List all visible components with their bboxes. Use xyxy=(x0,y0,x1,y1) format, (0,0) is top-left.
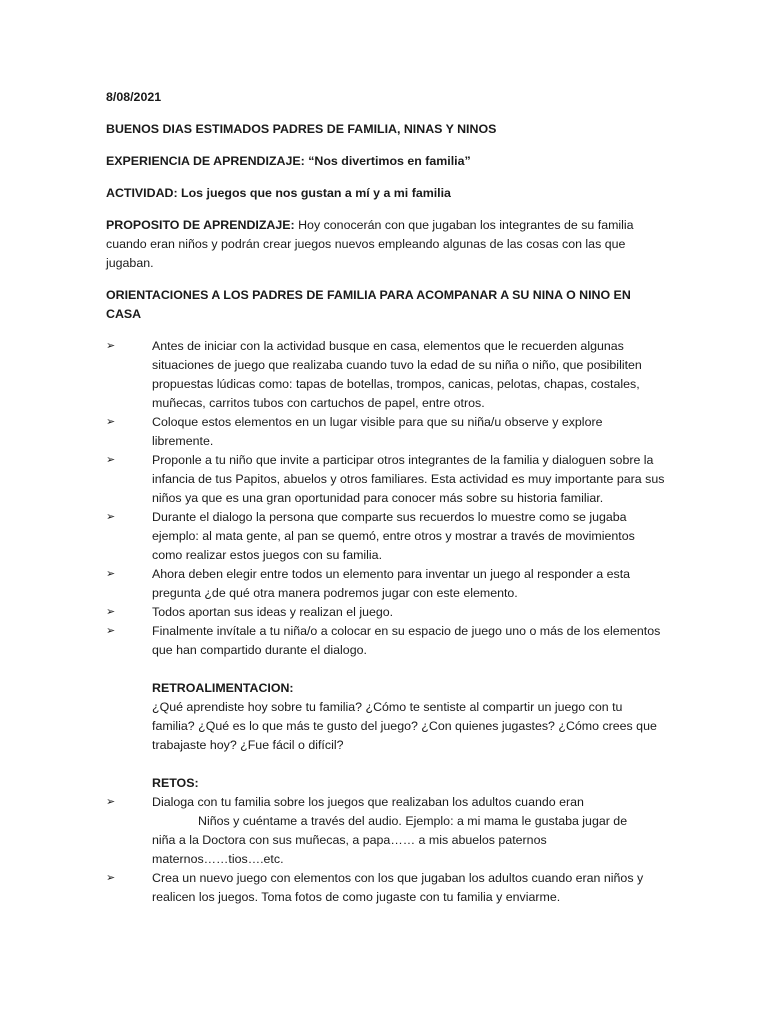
actividad xyxy=(106,184,666,203)
experiencia-label: EXPERIENCIA DE APRENDIZAJE: xyxy=(106,154,305,168)
arrow-bullet-icon: ➢ xyxy=(106,416,116,428)
actividad-value: Los juegos que nos gustan a mí y a mi familia xyxy=(181,186,451,200)
arrow-bullet-icon: ➢ xyxy=(106,340,116,352)
document-page xyxy=(106,88,666,907)
list-item: ➢ Coloque estos elementos en un lugar visible para que su niña/u observe y explore libremente. xyxy=(106,415,603,448)
greeting: BUENOS DIAS ESTIMADOS PADRES DE FAMILIA, NINAS Y NINOS xyxy=(106,122,497,136)
retroalimentacion-section xyxy=(106,679,666,755)
list-item: ➢ Crea un nuevo juego con elementos con los que jugaban los adultos cuando eran niños y realicen los juegos. Toma fotos de como jugaste con tu familia y enviarme. xyxy=(106,871,644,904)
proposito xyxy=(106,216,666,273)
actividad-label: ACTIVIDAD: xyxy=(106,186,178,200)
date: 8/08/2021 xyxy=(106,90,162,104)
arrow-bullet-icon: ➢ xyxy=(106,511,116,523)
list-item: ➢ Ahora deben elegir entre todos un elemento para inventar un juego al responder a esta pregunta ¿de qué otra manera podremos jugar con este elemento. xyxy=(106,567,631,600)
proposito-value: Hoy conocerán con que jugaban los integrantes de su familia cuando eran niños y podrán crear juegos nuevos empleando algunas de las cosas con las que jugaban. xyxy=(106,218,634,270)
experiencia-value: “Nos divertimos en familia” xyxy=(308,154,471,168)
list-item: ➢ Proponle a tu niño que invite a participar otros integrantes de la familia y dialoguen sobre la infancia de tus Papitos, abuelos y otros familiares. Esta actividad es muy importante para sus niños ya que es una gran oportunidad para conocer más sobre su historia familiar. xyxy=(106,453,665,505)
arrow-bullet-icon: ➢ xyxy=(106,454,116,466)
list-item: ➢ Todos aportan sus ideas y realizan el juego. xyxy=(106,603,666,622)
orientaciones-list xyxy=(106,337,666,660)
retos-list xyxy=(106,793,666,907)
arrow-bullet-icon: ➢ xyxy=(106,568,116,580)
list-item: ➢ Durante el dialogo la persona que comparte sus recuerdos lo muestre como se jugaba ejemplo: al mata gente, al pan se quemó, entre otros y mostrar a través de movimientos como realizar estos juegos con su familia. xyxy=(106,510,635,562)
retos-section xyxy=(106,774,666,793)
arrow-bullet-icon: ➢ xyxy=(106,606,116,618)
list-item: ➢ Dialoga con tu familia sobre los juegos que realizaban los adultos cuando eran Niños y cuéntame a través del audio. Ejemplo: a mi mama le gustaba jugar de niña a la Doctora con sus muñecas, a papa…… a mis abuelos paternos maternos……tios….etc. xyxy=(106,795,628,866)
proposito-label: PROPOSITO DE APRENDIZAJE: xyxy=(106,218,295,232)
orientaciones-title: ORIENTACIONES A LOS PADRES DE FAMILIA PARA ACOMPANAR A SU NINA O NINO EN CASA xyxy=(106,288,631,321)
retos-title: RETOS: xyxy=(152,776,199,790)
retroalimentacion-text: ¿Qué aprendiste hoy sobre tu familia? ¿Cómo te sentiste al compartir un juego con tu familia? ¿Qué es lo que más te gusto del juego? ¿Con quienes jugastes? ¿Cómo crees que trabajaste hoy? ¿Fue fácil o difícil? xyxy=(152,700,657,752)
retroalimentacion-title: RETROALIMENTACION: xyxy=(152,681,294,695)
experiencia xyxy=(106,152,666,171)
list-item: ➢ Finalmente invítale a tu niña/o a colocar en su espacio de juego uno o más de los elementos que han compartido durante el dialogo. xyxy=(106,624,661,657)
list-item: ➢ Antes de iniciar con la actividad busque en casa, elementos que le recuerden algunas situaciones de juego que realizaba cuando tuvo la edad de su niña o niño, que posibiliten propuestas lúdicas como: tapas de botellas, trompos, canicas, pelotas, chapas, costales, muñecas, carritos tubos con cartuchos de papel, entre otros. xyxy=(106,339,642,410)
arrow-bullet-icon: ➢ xyxy=(106,872,116,884)
arrow-bullet-icon: ➢ xyxy=(106,796,116,808)
arrow-bullet-icon: ➢ xyxy=(106,625,116,637)
